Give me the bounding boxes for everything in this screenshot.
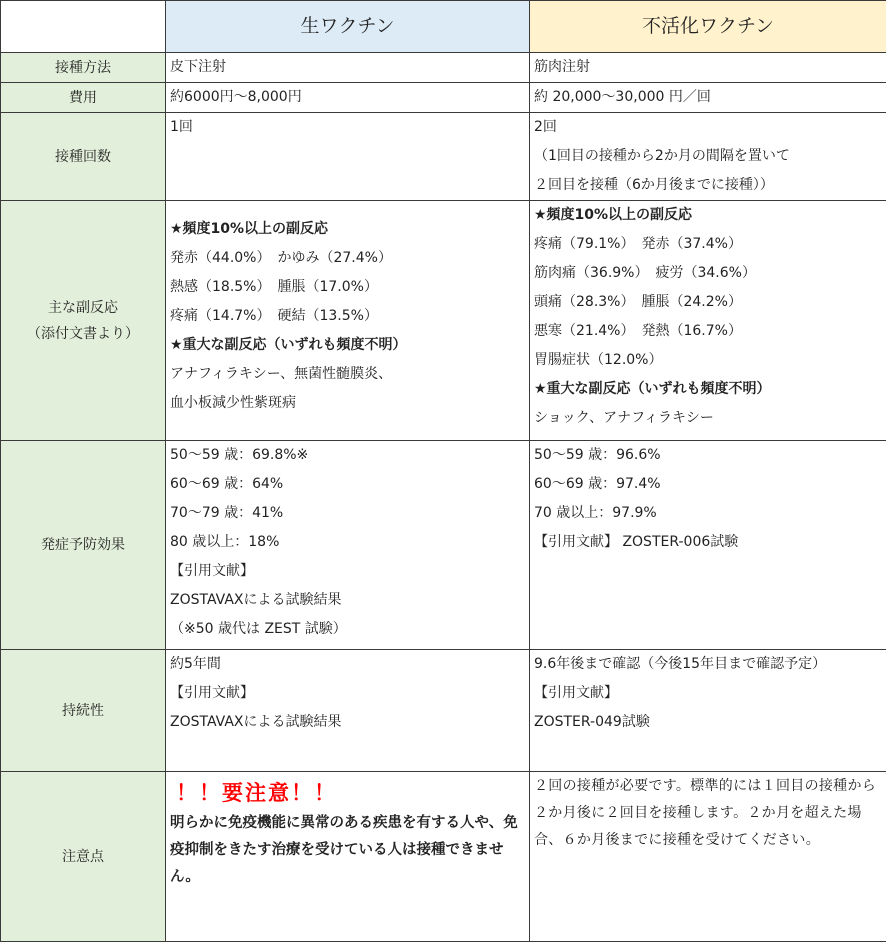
efficacy-inactivated [530,441,886,650]
row-label-method: 接種方法 [1,53,166,83]
row-method [1,53,886,83]
row-notes [1,772,886,942]
freq-item-inactivated: 筋肉痛（36.9%） 疲労（34.6%） [534,259,884,288]
duration-inactivated [530,650,886,772]
row-doses [1,113,886,201]
duration-live-line: ZOSTAVAXによる試験結果 [170,708,527,737]
doses-live [166,113,530,201]
freq-item-live: 発赤（44.0%） かゆみ（27.4%） [170,244,527,273]
cost-inactivated: 約 20,000〜30,000 円／回 [530,83,886,113]
row-cost [1,83,886,113]
doses-inactivated-line: （1回目の接種から2か月の間隔を置いて [534,142,884,171]
header-inactivated-vaccine: 不活化ワクチン [530,1,886,53]
notes-inactivated [530,772,886,942]
row-label-cost: 費用 [1,83,166,113]
duration-inactivated-line: 9.6年後まで確認（今後15年目まで確認予定） [534,650,884,679]
efficacy-live-line: 【引用文献】 [170,557,527,586]
cost-live: 約6000円〜8,000円 [166,83,530,113]
side-effects-label-sub: （添付文書より） [1,321,165,347]
side-effects-label-main: 主な副反応 [1,295,165,321]
doses-live-line: 1回 [170,113,527,142]
side-effects-live [166,201,530,441]
warning-title: ！！要注意！！ [166,780,529,806]
freq-item-live: 熱感（18.5%） 腫脹（17.0%） [170,273,527,302]
efficacy-live-line: 60〜69 歳：64% [170,470,527,499]
efficacy-live-line: （※50 歳代は ZEST 試験） [170,615,527,644]
efficacy-inactivated-line: 60〜69 歳：97.4% [534,470,884,499]
freq-item-inactivated: 胃腸症状（12.0%） [534,346,884,375]
row-label-doses: 接種回数 [1,113,166,201]
serious-title-live: ★重大な副反応（いずれも頻度不明） [170,331,527,360]
doses-inactivated-line: 2回 [534,113,884,142]
serious-item-live: 血小板減少性紫斑病 [170,389,527,418]
duration-live-line: 【引用文献】 [170,679,527,708]
efficacy-live-line: 50〜59 歳：69.8%※ [170,441,527,470]
serious-item-inactivated: ショック、アナフィラキシー [534,404,884,433]
efficacy-inactivated-line: 50〜59 歳：96.6% [534,441,884,470]
method-live: 皮下注射 [166,53,530,83]
efficacy-live-line: ZOSTAVAXによる試験結果 [170,586,527,615]
duration-live [166,650,530,772]
duration-inactivated-line: ZOSTER-049試験 [534,708,884,737]
notes-inactivated-body: ２回の接種が必要です。標準的には１回目の接種から２か月後に２回目を接種します。２か月を超えた場合、６か月後までに接種を受けてください。 [530,773,886,854]
row-duration [1,650,886,772]
method-inactivated: 筋肉注射 [530,53,886,83]
header-row [1,1,886,53]
efficacy-live-line: 70〜79 歳：41% [170,499,527,528]
freq-item-inactivated: 疼痛（79.1%） 発赤（37.4%） [534,230,884,259]
header-live-vaccine: 生ワクチン [166,1,530,53]
efficacy-live-line: 80 歳以上：18% [170,528,527,557]
efficacy-inactivated-line: 【引用文献】 ZOSTER-006試験 [534,528,884,557]
efficacy-inactivated-line: 70 歳以上：97.9% [534,499,884,528]
serious-item-live: アナフィラキシー、無菌性髄膜炎、 [170,360,527,389]
row-label-notes: 注意点 [1,772,166,942]
side-effects-inactivated [530,201,886,441]
serious-title-inactivated: ★重大な副反応（いずれも頻度不明） [534,375,884,404]
notes-live [166,772,530,942]
freq-item-live: 疼痛（14.7%） 硬結（13.5%） [170,302,527,331]
duration-live-line: 約5年間 [170,650,527,679]
warning-body: 明らかに免疫機能に異常のある疾患を有する人や、免疫抑制をきたす治療を受けている人は接種できません。 [166,810,529,891]
freq-item-inactivated: 頭痛（28.3%） 腫脹（24.2%） [534,288,884,317]
duration-inactivated-line: 【引用文献】 [534,679,884,708]
row-efficacy [1,441,886,650]
doses-inactivated-line: ２回目を接種（6か月後までに接種）） [534,171,884,200]
freq-title-live: ★頻度10%以上の副反応 [170,215,527,244]
doses-inactivated [530,113,886,201]
freq-title-inactivated: ★頻度10%以上の副反応 [534,201,884,230]
efficacy-live [166,441,530,650]
corner-cell [1,1,166,53]
row-label-efficacy: 発症予防効果 [1,441,166,650]
row-label-duration: 持続性 [1,650,166,772]
row-side-effects [1,201,886,441]
freq-item-inactivated: 悪寒（21.4%） 発熱（16.7%） [534,317,884,346]
row-label-side-effects [1,201,166,441]
